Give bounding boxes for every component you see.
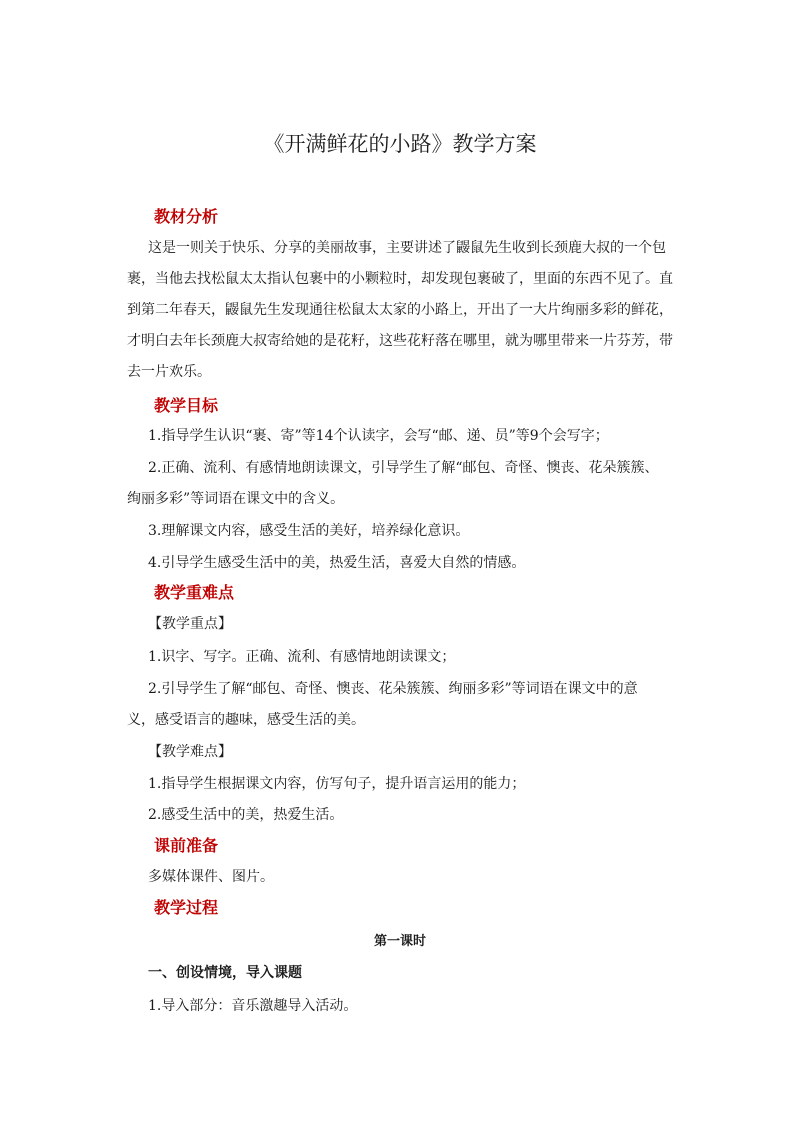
focus-item-1: 1.识字、写字。正确、流利、有感情地朗读课文； xyxy=(148,649,456,665)
lesson-heading: 第一课时 xyxy=(373,934,426,949)
analysis-line: 这是一则关于快乐、分享的美丽故事，主要讲述了鼹鼠先生收到长颈鹿大叔的一个包 xyxy=(148,240,666,256)
difficulty-item-2: 2.感受生活中的美，热爱生活。 xyxy=(148,807,344,823)
focus-label: 【教学重点】 xyxy=(148,616,232,632)
difficulty-item-1: 1.指导学生根据课文内容，仿写句子，提升语言运用的能力； xyxy=(148,776,526,792)
analysis-line: 裹，当他去找松鼠太太指认包裹中的小颗粒时，却发现包裹破了，里面的东西不见了。直 xyxy=(127,271,673,287)
goal-item-2: 2.正确、流利、有感情地朗读课文，引导学生了解“邮包、奇怪、懊丧、花朵簇簇、 xyxy=(148,460,659,476)
focus-item-2: 2.引导学生了解“邮包、奇怪、懊丧、花朵簇簇、绚丽多彩”等词语在课文中的意 xyxy=(148,681,638,697)
goal-item-1: 1.指导学生认识“裹、寄”等14个认读字，会写“邮、递、员”等9个会写字； xyxy=(148,428,609,444)
difficulty-label: 【教学难点】 xyxy=(148,744,232,760)
prep-text: 多媒体课件、图片。 xyxy=(148,869,274,885)
section-heading-goals: 教学目标 xyxy=(154,396,219,415)
document-title: 《开满鲜花的小路》教学方案 xyxy=(263,132,537,156)
analysis-line: 到第二年春天，鼹鼠先生发现通往松鼠太太家的小路上，开出了一大片绚丽多彩的鲜花， xyxy=(127,302,673,318)
analysis-line: 去一片欢乐。 xyxy=(127,364,211,380)
step-item-1-1: 1.导入部分：音乐激趣导入活动。 xyxy=(148,998,358,1014)
analysis-line: 才明白去年长颈鹿大叔寄给她的是花籽，这些花籽落在哪里，就为哪里带来一片芬芳，带 xyxy=(127,333,673,349)
section-heading-analysis: 教材分析 xyxy=(154,207,219,226)
section-heading-key-points: 教学重难点 xyxy=(154,583,235,602)
section-heading-prep: 课前准备 xyxy=(154,836,219,855)
goal-item-3: 3.理解课文内容，感受生活的美好，培养绿化意识。 xyxy=(148,523,470,539)
goal-item-4: 4.引导学生感受生活中的美，热爱生活，喜爱大自然的情感。 xyxy=(148,555,526,571)
step-heading-1: 一、创设情境，导入课题 xyxy=(148,965,302,981)
focus-item-2-continued: 义，感受语言的趣味，感受生活的美。 xyxy=(127,712,365,728)
goal-item-2-continued: 绚丽多彩”等词语在课文中的含义。 xyxy=(127,491,345,507)
section-heading-process: 教学过程 xyxy=(154,898,219,917)
